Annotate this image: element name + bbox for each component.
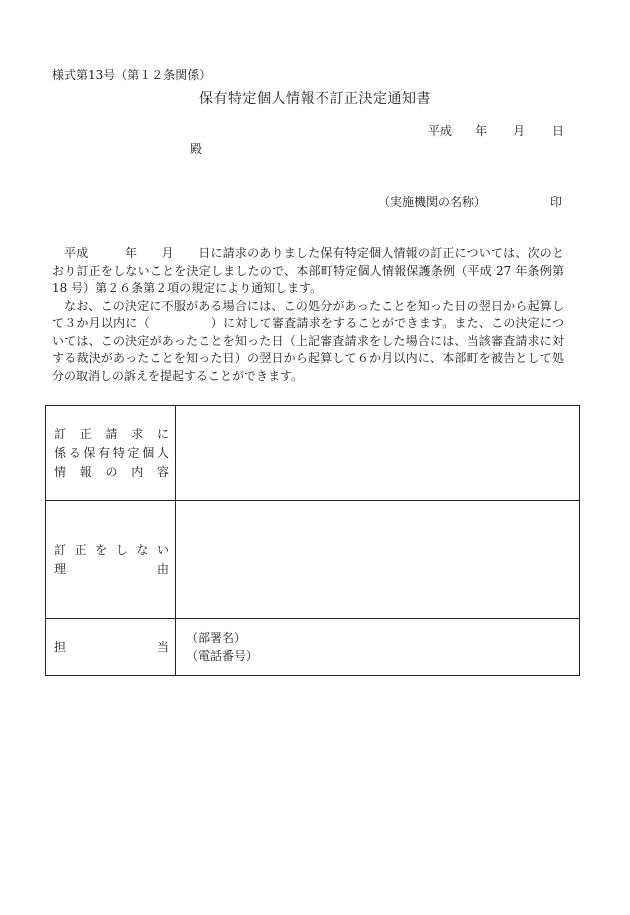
label-char: 理 [54, 561, 67, 576]
notice-paragraph-1: 平成 年 月 日に請求のありました保有特定個人情報の訂正については、次のとおり訂正をしないことを決定しましたので、本部町特定個人情報保護条例（平成 27 年条例第 18 号）第２６条第２項の規定により通知します。 [52, 246, 564, 295]
table-row-contact [46, 619, 580, 676]
label-char: 請 [105, 426, 118, 441]
row2-label-line1 [54, 541, 169, 560]
table-row-reason [46, 501, 580, 619]
row1-label-line3 [54, 463, 169, 482]
label-char: 有 [98, 445, 111, 460]
row-label-contact [46, 619, 176, 676]
label-char: 情 [54, 464, 67, 479]
content-field[interactable] [176, 406, 580, 501]
date-era: 平成 [428, 124, 453, 138]
label-char: 定 [127, 445, 140, 460]
row1-label-line1 [54, 425, 169, 444]
label-char: の [105, 464, 118, 479]
label-char: な [136, 542, 149, 557]
date-year-unit: 年 [475, 124, 488, 138]
table-row-content [46, 406, 580, 501]
label-char: 報 [79, 464, 92, 479]
addressee-suffix: 殿 [190, 142, 203, 156]
phone-label: （電話番号） [186, 649, 259, 663]
row-label-content [46, 406, 176, 501]
date-line [428, 122, 564, 139]
seal-label: 印 [550, 195, 563, 209]
label-char: 特 [112, 445, 125, 460]
label-char: 求 [131, 426, 144, 441]
reason-field[interactable] [176, 501, 580, 619]
notice-body [52, 245, 564, 385]
issuer-label: （実施機関の名称） [378, 195, 487, 209]
label-char: 当 [156, 639, 169, 654]
label-char: る [68, 445, 81, 460]
date-day-unit: 日 [552, 124, 565, 138]
label-char: 訂 [54, 542, 67, 557]
label-char: 訂 [54, 426, 67, 441]
page-title: 保有特定個人情報不訂正決定通知書 [199, 91, 431, 107]
label-char: に [156, 426, 169, 441]
detail-table [45, 405, 580, 676]
row2-label-line2 [54, 560, 169, 579]
label-char: 容 [156, 464, 169, 479]
notice-paragraph-2: なお、この決定に不服がある場合には、この処分があったことを知った日の翌日から起算して３か月以内に（ ）に対して審査請求をすることができます。また、この決定については、この決定があったことを知った日（上記審査請求をした場合には、当該審査請求に対する裁決があったことを知った日）の翌日から起算して６か月以内に、本部町を被告として処分の取消しの訴えを提起することができます。 [52, 298, 564, 383]
label-char: 正 [74, 542, 87, 557]
label-char: 係 [54, 445, 67, 460]
label-char: を [95, 542, 108, 557]
date-month-unit: 月 [513, 124, 526, 138]
label-char: 正 [79, 426, 92, 441]
label-char: 担 [54, 639, 67, 654]
form-number: 様式第13号（第１２条関係） [52, 68, 212, 82]
label-char: い [156, 542, 169, 557]
label-char: 個 [142, 445, 155, 460]
department-label: （部署名） [186, 631, 247, 645]
label-char: 人 [156, 445, 169, 460]
row-label-reason [46, 501, 176, 619]
label-char: 由 [156, 561, 169, 576]
label-char: し [115, 542, 128, 557]
row3-label [54, 638, 169, 657]
label-char: 内 [131, 464, 144, 479]
row1-label-line2 [54, 444, 169, 463]
label-char: 保 [83, 445, 96, 460]
contact-field[interactable] [176, 619, 580, 676]
